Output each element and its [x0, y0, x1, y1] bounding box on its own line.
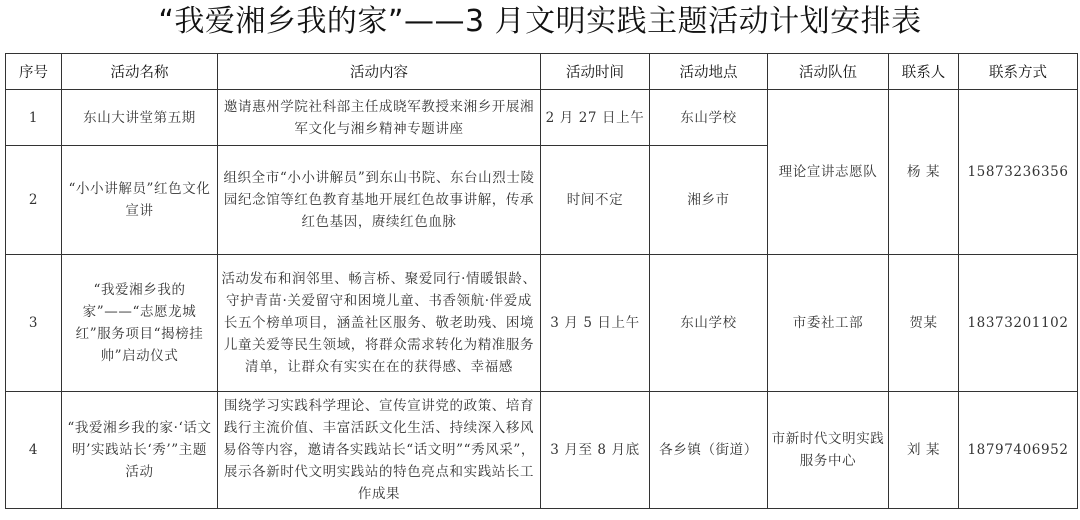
header-contact-phone: 联系方式: [959, 54, 1078, 90]
header-activity-time: 活动时间: [541, 54, 650, 90]
table-header-row: [6, 54, 1078, 90]
cell-activity-time: 2 月 27 日上午: [541, 90, 650, 146]
cell-activity-team: 市新时代文明实践服务中心: [768, 392, 889, 509]
table-row: [6, 90, 1078, 146]
cell-activity-place: 东山学校: [650, 255, 768, 392]
cell-activity-name: “小小讲解员”红色文化宣讲: [62, 146, 218, 255]
cell-contact-person: 刘 某: [889, 392, 959, 509]
cell-contact-phone: 15873236356: [959, 90, 1078, 255]
cell-activity-name: “我爱湘乡我的家”——“志愿龙城红”服务项目“揭榜挂帅”启动仪式: [62, 255, 218, 392]
cell-contact-phone: 18797406952: [959, 392, 1078, 509]
header-activity-team: 活动队伍: [768, 54, 889, 90]
cell-contact-person: 贺某: [889, 255, 959, 392]
cell-index: 2: [6, 146, 62, 255]
page-title: “我爱湘乡我的家”——3 月文明实践主题活动计划安排表: [158, 4, 922, 39]
cell-activity-place: 湘乡市: [650, 146, 768, 255]
table-row: [6, 392, 1078, 509]
cell-contact-person: 杨 某: [889, 90, 959, 255]
cell-activity-content: 邀请惠州学院社科部主任成晓军教授来湘乡开展湘军文化与湘乡精神专题讲座: [218, 90, 541, 146]
activity-plan-table: [5, 53, 1078, 509]
cell-activity-time: 时间不定: [541, 146, 650, 255]
header-activity-place: 活动地点: [650, 54, 768, 90]
header-contact-person: 联系人: [889, 54, 959, 90]
cell-index: 4: [6, 392, 62, 509]
cell-activity-team: 市委社工部: [768, 255, 889, 392]
cell-activity-content: 组织全市“小小讲解员”到东山书院、东台山烈士陵园纪念馆等红色教育基地开展红色故事讲解，传承红色基因，赓续红色血脉: [218, 146, 541, 255]
cell-activity-content: 活动发布和润邻里、畅言桥、聚爱同行·情暖银龄、守护青苗·关爱留守和困境儿童、书香领航·伴爱成长五个榜单项目，涵盖社区服务、敬老助残、困境儿童关爱等民生领域，将群众需求转化为精准服务清单，让群众有实实在在的获得感、幸福感: [218, 255, 541, 392]
cell-activity-name: “我爱湘乡我的家·‘话文明’实践站长‘秀’”主题活动: [62, 392, 218, 509]
cell-activity-time: 3 月至 8 月底: [541, 392, 650, 509]
cell-activity-place: 各乡镇（街道）: [650, 392, 768, 509]
header-activity-name: 活动名称: [62, 54, 218, 90]
cell-contact-phone: 18373201102: [959, 255, 1078, 392]
header-activity-content: 活动内容: [218, 54, 541, 90]
header-index: 序号: [6, 54, 62, 90]
cell-activity-time: 3 月 5 日上午: [541, 255, 650, 392]
cell-index: 3: [6, 255, 62, 392]
cell-activity-place: 东山学校: [650, 90, 768, 146]
cell-index: 1: [6, 90, 62, 146]
cell-activity-name: 东山大讲堂第五期: [62, 90, 218, 146]
cell-activity-content: 围绕学习实践科学理论、宣传宣讲党的政策、培育践行主流价值、丰富活跃文化生活、持续深入移风易俗等内容，邀请各实践站长“话文明”“秀风采”，展示各新时代文明实践站的特色亮点和实践站长工作成果: [218, 392, 541, 509]
table-row: [6, 255, 1078, 392]
cell-activity-team: 理论宣讲志愿队: [768, 90, 889, 255]
